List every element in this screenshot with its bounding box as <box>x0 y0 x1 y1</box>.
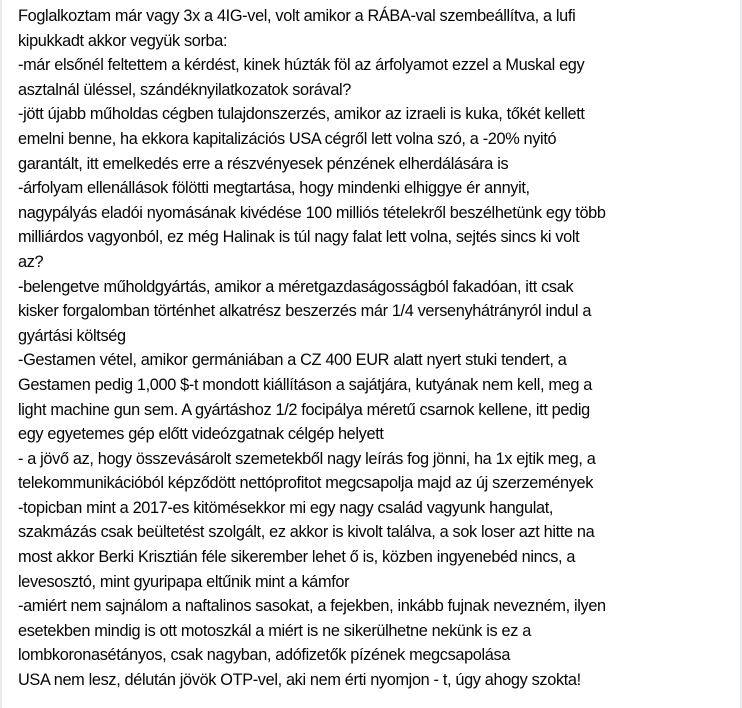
text-line: -Gestamen vétel, amikor germániában a CZ 400 EUR alatt nyert stuki tendert, a <box>18 351 567 370</box>
text-line: -topicban mint a 2017-es kitömésekkor mi egy nagy család vagyunk hangulat, <box>18 498 554 517</box>
text-line: egy egyetemes gép előtt videózgatnak célgép helyett <box>18 425 384 444</box>
text-line: levesosztó, mint gyuripapa eltűnik mint a kámfor <box>18 572 350 591</box>
text-line: -már elsőnél feltettem a kérdést, kinek húzták föl az árfolyamot ezzel a Muskal egy <box>18 56 585 75</box>
text-line: Gestamen pedig 1,000 $-t mondott kiállításon a sajátjára, kutyának nem kell, meg a <box>18 375 592 394</box>
text-line: kipukkadt akkor vegyük sorba: <box>18 31 228 50</box>
text-line: asztalnál üléssel, szándéknyilatkozatok sorával? <box>18 80 352 99</box>
text-line: gyártási költség <box>18 326 126 345</box>
text-line: telekommunikációból képződött nettóprofitot megcsapolja majd az új szerzemények <box>18 474 594 493</box>
text-line: -árfolyam ellenállások fölötti megtartása, hogy mindenki elhiggye ér annyit, <box>18 179 530 198</box>
text-line: kisker forgalomban történhet alkatrész beszerzés már 1/4 versenyhátrányról indul a <box>18 302 592 321</box>
text-line: -jött újabb műholdas cégben tulajdonszerzés, amikor az izraeli is kuka, tőkét kellett <box>18 105 585 124</box>
text-line: USA nem lesz, délután jövök OTP-vel, aki nem érti nyomjon - t, úgy ahogy szokta! <box>18 671 581 690</box>
text-line: - a jövő az, hogy összevásárolt szemetekből nagy leírás fog jönni, ha 1x ejtik meg, a <box>18 449 596 468</box>
text-line: milliárdos vagyonból, ez még Halinak is túl nagy falat lett volna, sejtés sincs ki volt <box>18 228 580 247</box>
text-line: az? <box>18 252 44 271</box>
text-line: -belengetve műholdgyártás, amikor a méretgazdaságosságból fakadóan, itt csak <box>18 277 574 296</box>
text-line: garantált, itt emelkedés erre a részvényesek pénzének elherdálására is <box>18 154 509 173</box>
text-line: nagypályás eladói nyomásának kivédése 100 milliós tételekről beszélhetünk egy több <box>18 203 606 222</box>
text-line: lombkoronasétányos, csak nagyban, adófizetők pízének megcsapolása <box>18 646 511 665</box>
text-line: most akkor Berki Krisztián féle sikerember lehet ő is, közben ingyenebéd nincs, a <box>18 548 576 567</box>
text-line: -amiért nem sajnálom a naftalinos sasokat, a fejekben, inkább fujnak nevezném, ilyen <box>18 597 606 616</box>
text-line: szakmázás csak beültetést szolgált, ez akkor is kivolt találva, a sok loser azt hitte na <box>18 523 595 542</box>
text-line: Foglalkoztam már vagy 3x a 4IG-vel, volt amikor a RÁBA-val szembeállítva, a lufi <box>18 7 576 25</box>
text-line: esetekben mindig is ott motoszkál a miért is ne sikerülhetne nekünk is ez a <box>18 621 531 640</box>
text-line: emelni benne, ha ekkora kapitalizációs USA cégről lett volna szó, a -20% nyitó <box>18 129 557 148</box>
text-line: light machine gun sem. A gyártáshoz 1/2 focipálya méretű csarnok kellene, itt pedig <box>18 400 590 419</box>
